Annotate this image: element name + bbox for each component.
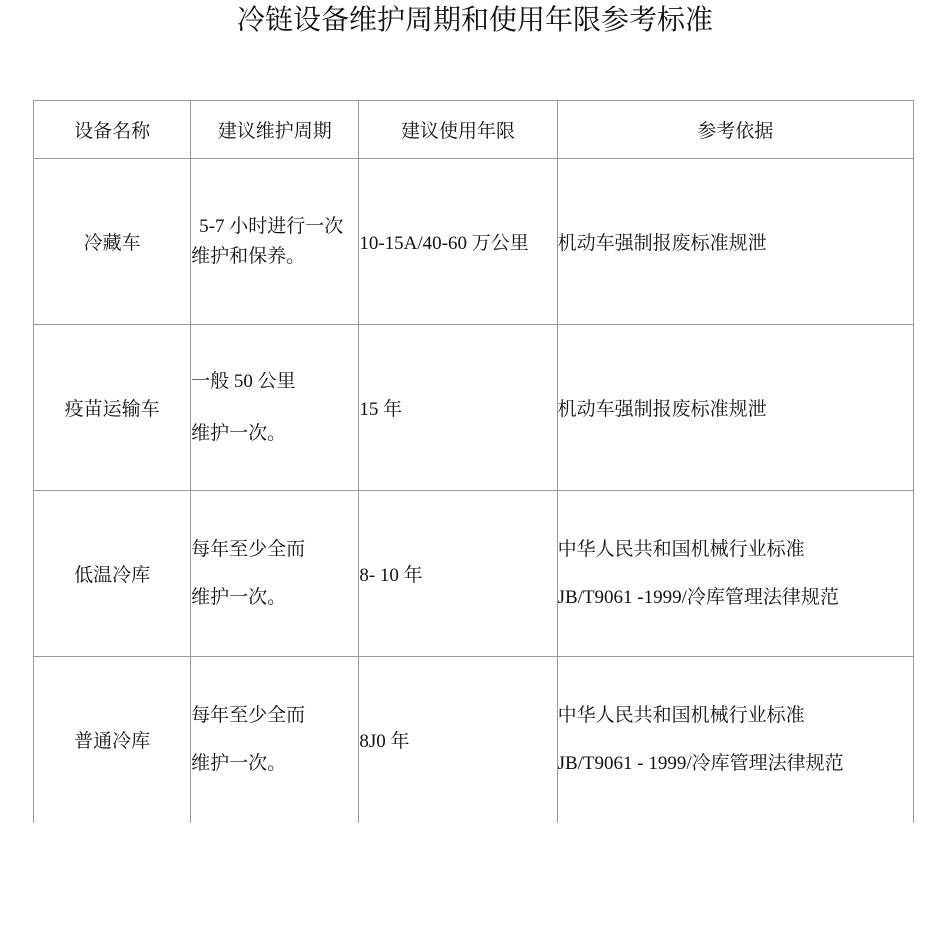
reference-basis-cell (557, 657, 913, 823)
header-maintenance-cycle: 建议维护周期 (191, 101, 359, 159)
table-header-row (34, 101, 914, 159)
equipment-name-cell: 冷藏车 (34, 159, 191, 325)
reference-basis-line: JB/T9061 -1999/冷库管理法律规范 (557, 586, 839, 608)
header-reference-basis: 参考依据 (557, 101, 913, 159)
service-life-cell: 8- 10 年 (359, 491, 557, 657)
equipment-name-cell: 低温冷库 (34, 491, 191, 657)
page-title: 冷链设备维护周期和使用年限参考标准 (236, 3, 713, 36)
header-service-life: 建议使用年限 (359, 101, 557, 159)
service-life-cell: 8J0 年 (359, 657, 557, 823)
maintenance-cycle-line: 一般 50 公里 (191, 370, 296, 392)
maintenance-cycle-cell (191, 657, 359, 823)
service-life-cell: 10-15A/40-60 万公里 (359, 159, 557, 325)
equipment-name-cell: 疫苗运输车 (34, 325, 191, 491)
table-row (34, 657, 914, 823)
reference-basis-cell (557, 491, 913, 657)
reference-basis-cell: 机动车强制报废标准规泄 (557, 159, 913, 325)
reference-basis-line: JB/T9061 - 1999/冷库管理法律规范 (557, 752, 844, 774)
maintenance-cycle-line: 每年至少全而 (191, 704, 306, 726)
maintenance-cycle-cell (191, 325, 359, 491)
maintenance-cycle-line: 5-7 小时进行一次 (199, 215, 344, 237)
maintenance-cycle-cell (191, 491, 359, 657)
reference-basis-cell: 机动车强制报废标准规泄 (557, 325, 913, 491)
reference-basis-line: 中华人民共和国机械行业标准 (557, 704, 805, 726)
maintenance-standards-table (33, 100, 914, 823)
table-row (34, 159, 914, 325)
maintenance-cycle-line: 维护一次。 (191, 586, 287, 608)
maintenance-cycle-line: 每年至少全而 (191, 538, 306, 560)
table-row (34, 325, 914, 491)
maintenance-cycle-line: 维护和保养。 (191, 245, 306, 267)
maintenance-cycle-cell (191, 159, 359, 325)
maintenance-cycle-line: 维护一次。 (191, 422, 287, 444)
maintenance-cycle-line: 维护一次。 (191, 752, 287, 774)
header-equipment-name: 设备名称 (34, 101, 191, 159)
table-row (34, 491, 914, 657)
equipment-name-cell: 普通冷库 (34, 657, 191, 823)
reference-basis-line: 中华人民共和国机械行业标准 (557, 538, 805, 560)
service-life-cell: 15 年 (359, 325, 557, 491)
